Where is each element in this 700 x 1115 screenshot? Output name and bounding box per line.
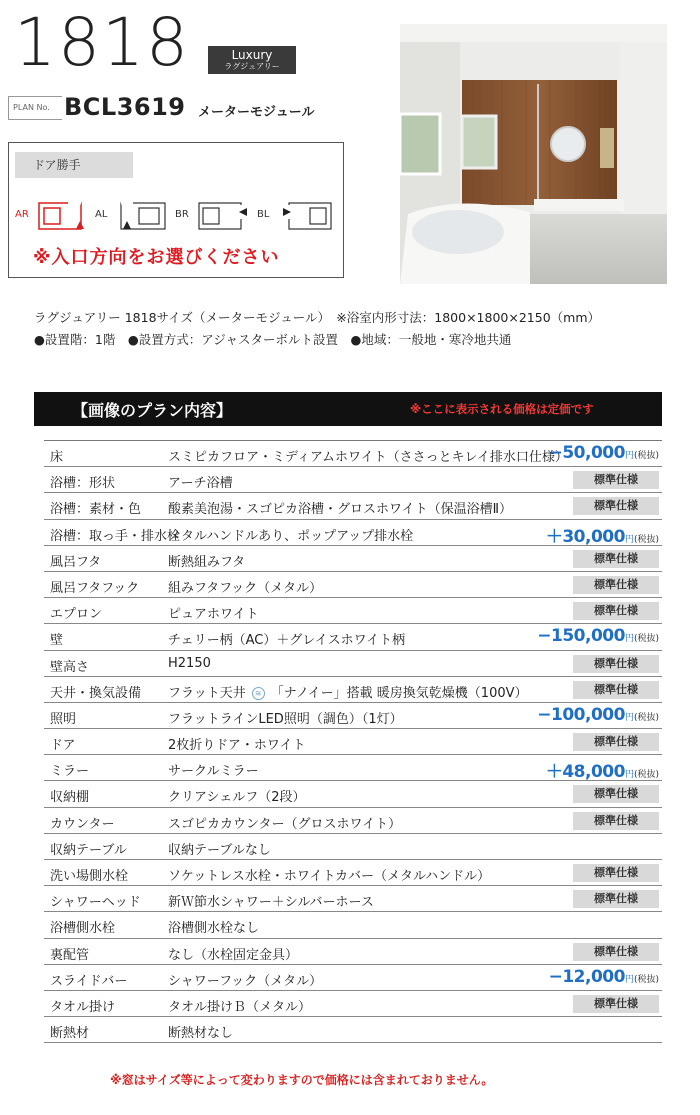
door-option-label: AL [95, 209, 108, 220]
table-row [44, 912, 662, 938]
standard-spec-badge: 標準仕様 [573, 785, 659, 803]
table-row [44, 493, 662, 519]
table-row [44, 1017, 662, 1043]
size-title: 1818 [14, 4, 190, 81]
price-amount: ＋48,000 [545, 762, 625, 783]
standard-spec-badge: 標準仕様 [573, 995, 659, 1013]
spec-line-install: ●設置階：1階 ●設置方式：アジャスターボルト設置 ●地域：一般地・寒冷地共通 [34, 332, 512, 347]
price-unit: 円 [624, 634, 634, 645]
door-option-label: AR [15, 209, 29, 220]
grade-jp: ラグジュアリー [224, 62, 280, 71]
row-spec [168, 708, 403, 727]
standard-spec-badge: 標準仕様 [573, 943, 659, 961]
row-spec-text: タオル掛けＢ（メタル） [168, 999, 312, 1015]
table-row [44, 441, 662, 467]
price-value [537, 705, 659, 725]
row-spec-text: H2150 [168, 655, 211, 671]
door-bl-icon [277, 199, 337, 231]
standard-spec-badge: 標準仕様 [573, 655, 659, 673]
door-option-al[interactable] [95, 199, 175, 233]
table-row [44, 546, 662, 572]
plan-no-label: PLAN No. [8, 96, 62, 120]
standard-spec-badge: 標準仕様 [573, 812, 659, 830]
table-row [44, 886, 662, 912]
spec-line-size: ラグジュアリー 1818サイズ（メーターモジュール） ※浴室内形寸法：1800×1800×2150（mm） [34, 310, 600, 325]
row-item-name: 断熱材 [50, 1026, 90, 1042]
row-item-name: ドア [50, 738, 76, 754]
table-row [44, 729, 662, 755]
price-amount: −100,000 [537, 704, 625, 725]
plan-bar-note: ※ここに表示される価格は定価です [410, 402, 594, 416]
price-tax-note: (税抜) [633, 974, 659, 985]
price-unit: 円 [624, 974, 634, 985]
price-tax-note: (税抜) [633, 634, 659, 645]
row-spec-text: 収納テーブルなし [168, 842, 271, 858]
row-item-name: タオル掛け [50, 999, 116, 1015]
row-spec-text: チェリー柄（AC）＋グレイスホワイト柄 [168, 633, 406, 649]
standard-spec-badge: 標準仕様 [573, 576, 659, 594]
row-spec [168, 472, 233, 491]
row-spec-text: 組みフタフック（メタル） [168, 580, 323, 596]
row-spec [168, 629, 405, 648]
row-spec-text: アーチ浴槽 [168, 476, 233, 492]
door-title: ドア勝手 [15, 152, 133, 178]
plan-bar [34, 392, 662, 426]
row-spec-text: 2枚折りドア・ホワイト [168, 738, 306, 754]
row-item-name: 風呂フタフック [50, 580, 140, 596]
standard-spec-badge: 標準仕様 [573, 497, 659, 515]
table-row [44, 703, 662, 729]
row-spec [168, 498, 512, 517]
row-spec-text-b: 「ナノイー」搭載 暖房換気乾燥機（100V） [270, 685, 528, 701]
row-spec-text: フラットラインLED照明（調色）（1灯） [168, 711, 403, 727]
row-spec-text: 浴槽側水栓なし [168, 921, 260, 937]
row-spec-text: ピュアホワイト [168, 607, 259, 623]
row-item-name: スライドバー [50, 973, 128, 989]
row-spec-text: ソケットレス水栓・ホワイトカバー（メタルハンドル） [168, 869, 491, 884]
row-spec [168, 525, 413, 544]
standard-spec-badge: 標準仕様 [573, 550, 659, 568]
price-value [546, 522, 659, 547]
row-item-name: シャワーヘッド [50, 895, 141, 911]
door-handedness-box [8, 142, 344, 278]
price-value [549, 967, 659, 987]
table-row [44, 860, 662, 886]
row-spec-text: メタルハンドルあり、ポップアップ排水栓 [168, 528, 414, 544]
row-item-name: 浴槽：形状 [50, 476, 116, 492]
row-item-name: 浴槽側水栓 [50, 921, 116, 937]
row-spec [168, 577, 322, 596]
row-item-name: 収納テーブル [50, 842, 127, 858]
table-row [44, 991, 662, 1017]
row-item-name: ミラー [50, 764, 90, 780]
row-spec-text: 断熱材なし [168, 1026, 234, 1042]
price-tax-note: (税抜) [633, 712, 659, 723]
row-spec [168, 944, 298, 963]
price-amount: −50,000 [548, 443, 625, 463]
door-al-icon [115, 199, 175, 231]
price-amount: −150,000 [537, 626, 625, 647]
row-spec-text: スミピカフロア・ミディアムホワイト（ささっとキレイ排水口仕様） [168, 450, 568, 465]
table-row [44, 572, 662, 598]
row-spec-text: 酸素美泡湯・スゴピカ浴槽・グロスホワイト（保温浴槽Ⅱ） [168, 502, 513, 518]
standard-spec-badge: 標準仕様 [573, 864, 659, 882]
row-spec-text: 新Ｗ節水シャワー＋シルバーホース [168, 895, 374, 911]
row-item-name: 収納棚 [50, 790, 90, 806]
door-option-label: BR [175, 209, 189, 220]
row-spec-text: フラット天井 [168, 685, 246, 701]
table-row [44, 598, 662, 624]
row-spec [168, 656, 211, 671]
row-spec [168, 603, 259, 622]
row-spec [168, 970, 322, 989]
price-unit: 円 [624, 770, 634, 781]
price-value [549, 443, 659, 463]
table-row [44, 651, 662, 677]
row-spec [168, 813, 401, 832]
row-spec [168, 1022, 233, 1041]
row-spec [168, 891, 374, 910]
row-item-name: 壁高さ [50, 659, 90, 675]
row-item-name: カウンター [50, 816, 115, 832]
door-ar-icon [35, 199, 95, 231]
door-cta-text: ※入口方向をお選びください [33, 247, 280, 268]
standard-spec-badge: 標準仕様 [573, 733, 659, 751]
nanoe-icon: ≋ [252, 687, 265, 700]
row-spec [168, 917, 259, 936]
price-unit: 円 [624, 534, 634, 545]
price-unit: 円 [624, 451, 634, 461]
standard-spec-badge: 標準仕様 [573, 471, 659, 489]
row-item-name: 浴槽：取っ手・排水栓 [50, 528, 181, 544]
row-spec [168, 682, 528, 701]
row-spec-text: クリアシェルフ（2段） [168, 790, 306, 806]
price-value [546, 757, 659, 782]
plan-module: メーターモジュール [198, 105, 315, 120]
door-option-ar[interactable] [15, 199, 95, 233]
door-option-br[interactable] [175, 199, 255, 233]
row-spec [168, 996, 311, 1015]
row-spec [168, 734, 306, 753]
standard-spec-badge: 標準仕様 [573, 890, 659, 908]
plan-bar-title: 【画像のプラン内容】 [72, 401, 233, 420]
table-row [44, 781, 662, 807]
table-row [44, 939, 662, 965]
door-option-bl[interactable] [257, 199, 343, 233]
table-row [44, 467, 662, 493]
row-spec-text: なし（水栓固定金具） [168, 947, 299, 963]
row-item-name: 壁 [50, 633, 64, 649]
row-spec [168, 446, 568, 465]
table-row [44, 624, 662, 650]
row-item-name: 照明 [50, 711, 77, 727]
table-row [44, 677, 662, 703]
row-item-name: 床 [50, 450, 64, 465]
table-row [44, 834, 662, 860]
row-spec [168, 865, 490, 884]
row-spec-text: スゴピカカウンター（グロスホワイト） [168, 816, 402, 832]
price-amount: −12,000 [548, 966, 625, 987]
bathroom-image [400, 24, 667, 284]
row-item-name: エプロン [50, 607, 103, 623]
grade-badge [208, 46, 296, 74]
table-row [44, 520, 662, 546]
price-tax-note: (税抜) [633, 534, 659, 545]
row-item-name: 裏配管 [50, 947, 90, 963]
row-spec [168, 839, 271, 858]
price-value [537, 626, 659, 646]
row-spec [168, 786, 306, 805]
row-item-name: 風呂フタ [50, 554, 102, 570]
door-option-label: BL [257, 209, 270, 220]
price-tax-note: (税抜) [633, 451, 659, 461]
row-item-name: 天井・換気設備 [50, 685, 142, 701]
door-br-icon [195, 199, 255, 231]
price-unit: 円 [624, 712, 634, 723]
plan-code: BCL3619 [64, 93, 186, 121]
spec-table [44, 440, 662, 1043]
table-row [44, 808, 662, 834]
price-tax-note: (税抜) [633, 770, 659, 781]
row-item-name: 浴槽：素材・色 [50, 502, 142, 518]
row-spec-text: シャワーフック（メタル） [168, 973, 323, 989]
row-spec [168, 551, 245, 570]
price-amount: ＋30,000 [545, 526, 625, 547]
footer-note: ※窓はサイズ等によって変わりますので価格には含まれておりません。 [110, 1073, 494, 1087]
row-spec-text: 断熱組みフタ [168, 554, 246, 570]
standard-spec-badge: 標準仕様 [573, 681, 659, 699]
table-row [44, 755, 662, 781]
row-spec [168, 760, 259, 779]
grade-en: Luxury [231, 48, 273, 62]
row-spec-text: サークルミラー [168, 764, 259, 780]
standard-spec-badge: 標準仕様 [573, 602, 659, 620]
table-row [44, 965, 662, 991]
bathroom-photo [400, 24, 667, 284]
row-item-name: 洗い場側水栓 [50, 869, 129, 884]
